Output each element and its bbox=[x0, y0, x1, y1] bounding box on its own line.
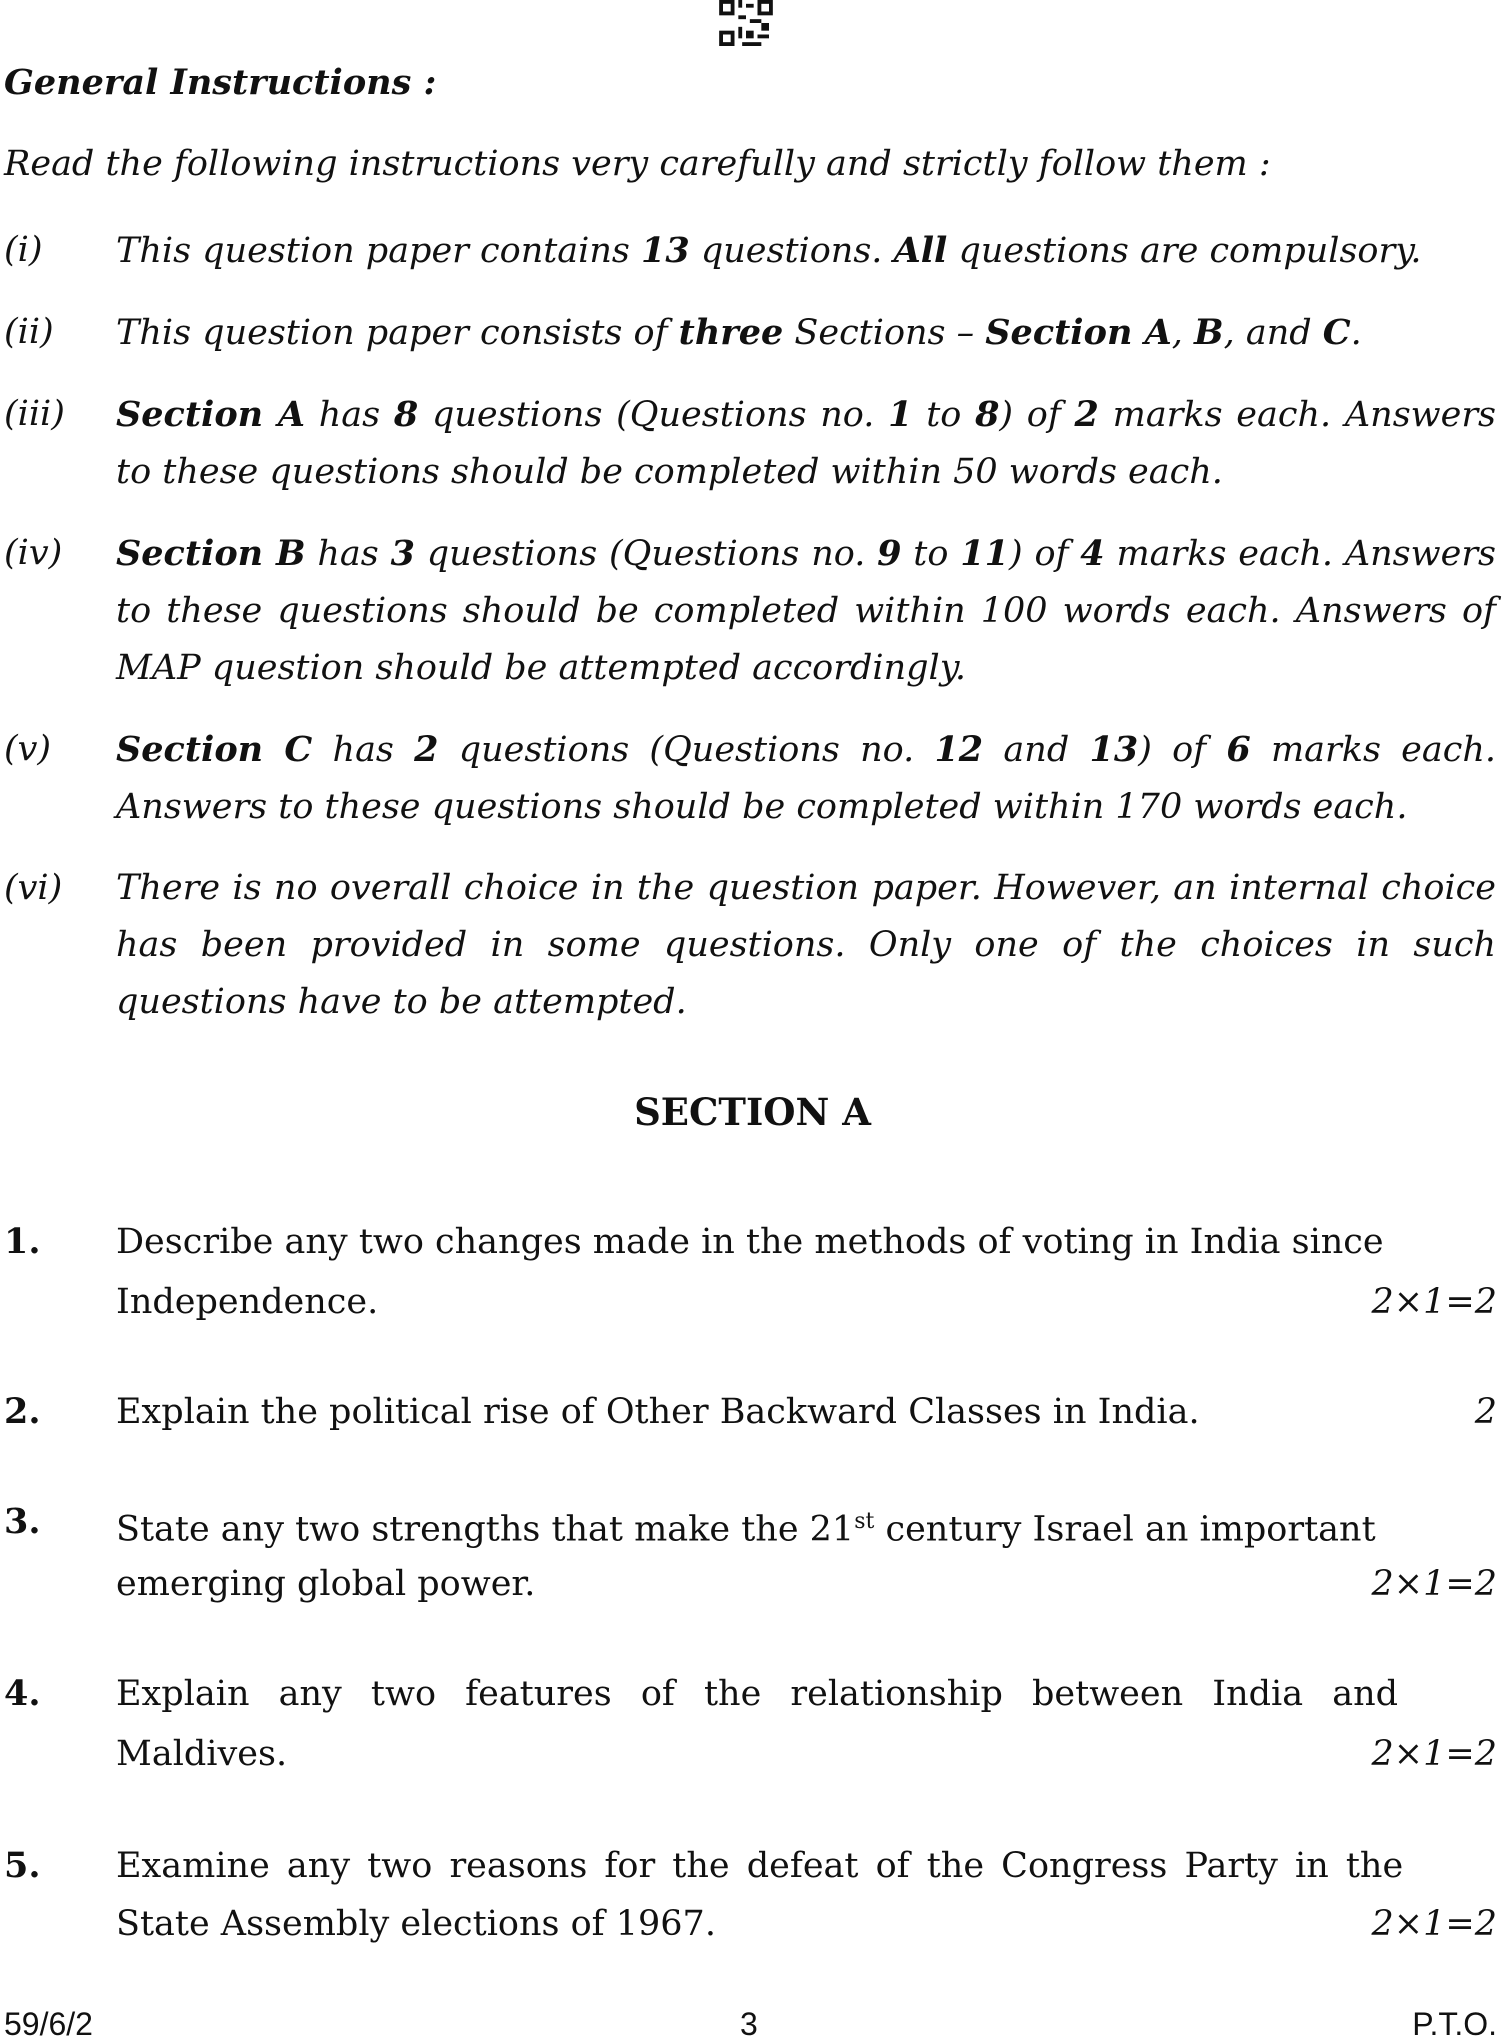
read-instructions-line: Read the following instructions very carefully and strictly follow them : bbox=[4, 144, 1271, 184]
page-number: 3 bbox=[740, 2006, 758, 2042]
instruction-text: Section B has 3 questions (Questions no. 9 to 11) of 4 marks each. Answers to these questions should be completed within 100 words each. Answers of MAP question should be attempted accordingly. bbox=[116, 533, 1497, 688]
question-marks: 2×1=2 bbox=[1371, 1564, 1497, 1604]
general-instructions-heading: General Instructions : bbox=[4, 62, 437, 103]
question-number: 3. bbox=[4, 1501, 41, 1542]
question-text-line1: Explain the political rise of Other Backward Classes in India. bbox=[116, 1392, 1200, 1432]
question-text-line2: State Assembly elections of 1967. bbox=[116, 1904, 716, 1944]
question-text-line2: Independence. bbox=[116, 1282, 379, 1322]
pto-label: P.T.O. bbox=[1412, 2006, 1497, 2042]
instruction-number: (vi) bbox=[4, 868, 63, 908]
instruction-number: (v) bbox=[4, 729, 52, 769]
question-text-line1: Describe any two changes made in the methods of voting in India since bbox=[116, 1222, 1384, 1262]
section-a-title: SECTION A bbox=[634, 1090, 871, 1134]
paper-code: 59/6/2 bbox=[4, 2006, 93, 2042]
instruction-text: Section C has 2 questions (Questions no. 12 and 13) of 6 marks each. Answers to these questions should be completed within 170 words each. bbox=[116, 729, 1497, 827]
question-text-line2: Maldives. bbox=[116, 1734, 288, 1774]
question-text-line2: emerging global power. bbox=[116, 1564, 536, 1604]
instruction-text: Section A has 8 questions (Questions no. 1 to 8) of 2 marks each. Answers to these questions should be completed within 50 words each. bbox=[116, 394, 1497, 492]
qr-code-image bbox=[718, 0, 774, 46]
instruction-text: This question paper consists of three Sections – Section A, B, and C. bbox=[116, 312, 1362, 353]
instruction-text: There is no overall choice in the question paper. However, an internal choice has been provided in some questions. Only one of the choices in such questions have to be attempted. bbox=[116, 868, 1496, 1022]
instruction-text: This question paper contains 13 questions. All questions are compulsory. bbox=[116, 230, 1422, 271]
instruction-number: (iii) bbox=[4, 394, 65, 434]
question-number: 2. bbox=[4, 1391, 41, 1432]
question-marks: 2×1=2 bbox=[1371, 1904, 1497, 1944]
question-number: 1. bbox=[4, 1221, 41, 1262]
instruction-number: (iv) bbox=[4, 533, 63, 573]
instruction-number: (ii) bbox=[4, 312, 54, 352]
question-text-line1: Explain any two features of the relationship between India and bbox=[116, 1674, 1399, 1714]
question-text-line1: Examine any two reasons for the defeat of the Congress Party in the bbox=[116, 1846, 1404, 1886]
question-number: 4. bbox=[4, 1673, 41, 1714]
instruction-number: (i) bbox=[4, 230, 43, 270]
question-marks: 2×1=2 bbox=[1371, 1282, 1497, 1322]
question-marks: 2×1=2 bbox=[1371, 1734, 1497, 1774]
question-marks: 2 bbox=[1474, 1392, 1497, 1432]
question-number: 5. bbox=[4, 1845, 41, 1886]
question-text-line1: State any two strengths that make the 21st century Israel an important bbox=[116, 1509, 1376, 1550]
